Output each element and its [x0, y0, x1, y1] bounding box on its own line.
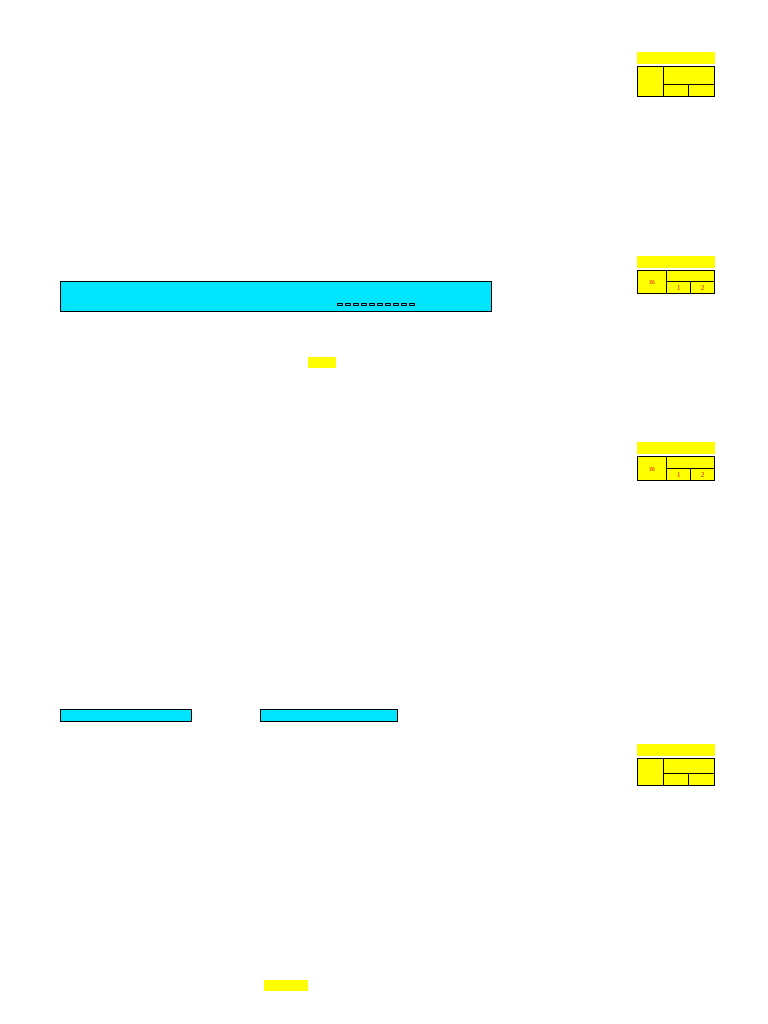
m-value-input[interactable]: [308, 357, 336, 368]
case-value-input[interactable]: [264, 980, 308, 991]
support-condition-squares: [336, 300, 416, 308]
slab-reactions-heading: [61, 710, 192, 722]
side-table-ll: m 1 2: [637, 442, 715, 481]
side-table-shear: [637, 744, 715, 786]
side-table-negative: [637, 52, 715, 97]
side-table-dl: m 1 2: [637, 256, 715, 294]
ductility-table: [260, 709, 398, 722]
side-neg-m: [638, 67, 664, 97]
side-neg-col2: [689, 85, 715, 97]
side-shear-m: [638, 759, 664, 786]
slab-reactions-table: [60, 709, 192, 722]
side-shear-title: [637, 744, 715, 756]
side-shear-col2: [689, 774, 715, 786]
side-neg-col1: [663, 85, 689, 97]
ductility-heading: [261, 710, 398, 722]
side-shear-col1: [663, 774, 689, 786]
side-dl-title: [637, 256, 715, 268]
support-conditions-bar: [60, 281, 492, 312]
side-neg-title: [637, 52, 715, 64]
side-ll-title: [637, 442, 715, 454]
